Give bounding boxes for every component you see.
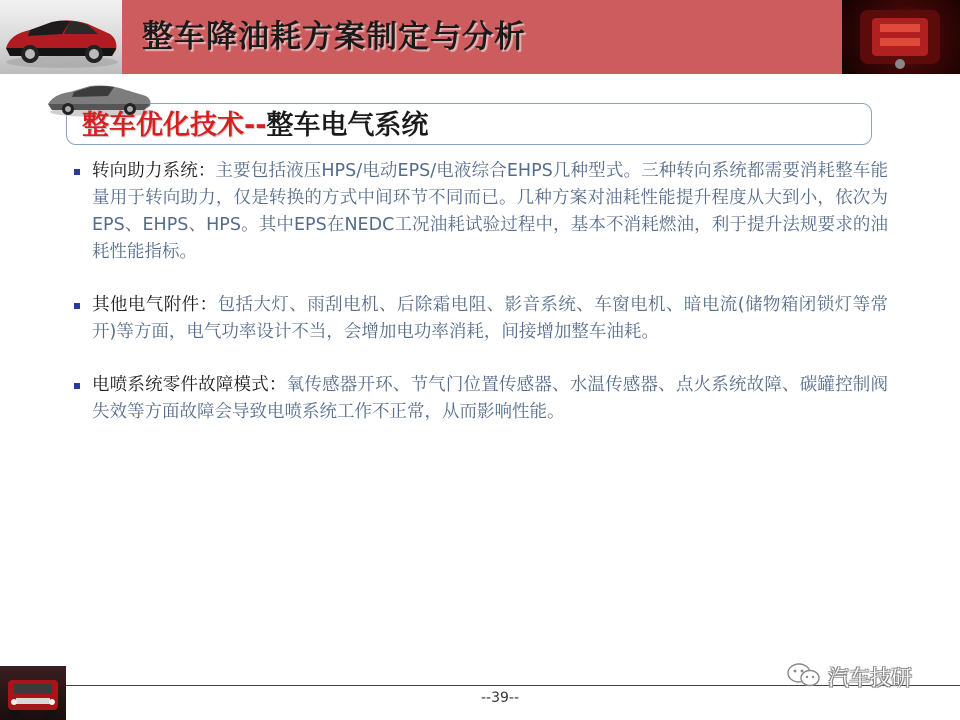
bullet-square-icon <box>74 383 80 389</box>
page-number: --39-- <box>480 690 520 706</box>
bullet-text: 主要包括液压HPS/电动EPS/电液综合EHPS几种型式。三种转向系统都需要消耗整车能量用于转向助力，仅是转换的方式中间环节不同而已。几种方案对油耗性能提升程度从大到小，依次为EPS、EHPS、HPS。其中EPS在NEDC工况油耗试验过程中，基本不消耗燃油，利于提升法规要求的油耗性能指标。 <box>92 161 888 262</box>
page-title: 整车降油耗方案制定与分析 <box>142 19 526 55</box>
bullet-square-icon <box>74 303 80 309</box>
section-title-red: 整车优化技术-- <box>82 110 267 141</box>
bullet-text: 包括大灯、雨刮电机、后除霜电阻、影音系统、车窗电机、暗电流(储物箱闭锁灯等常开)等方面，电气功率设计不当，会增加电功率消耗，间接增加整车油耗。 <box>92 295 889 342</box>
section-title <box>82 106 428 146</box>
bullet-lead: 其他电气附件： <box>92 295 218 315</box>
bullet-steering <box>72 158 888 266</box>
section-title-dark: 整车电气系统 <box>266 110 429 141</box>
bullet-efi-failure <box>72 372 888 426</box>
watermark-text: 汽车技研 <box>828 666 912 690</box>
bullet-list <box>72 158 888 452</box>
bullet-lead: 电喷系统零件故障模式： <box>92 375 287 395</box>
engine-bay-photo <box>842 0 960 74</box>
suv-front-photo <box>0 666 66 720</box>
sports-car-photo <box>0 0 122 74</box>
wechat-icon <box>786 661 822 693</box>
bullet-square-icon <box>74 169 80 175</box>
header-band <box>0 0 960 74</box>
bullet-lead: 转向助力系统： <box>92 161 216 181</box>
bullet-electrical-accessories <box>72 292 888 346</box>
watermark <box>786 662 912 692</box>
bullet-text: 氧传感器开环、节气门位置传感器、水温传感器、点火系统故障、碳罐控制阀失效等方面故障会导致电喷系统工作不正常，从而影响性能。 <box>92 375 888 422</box>
